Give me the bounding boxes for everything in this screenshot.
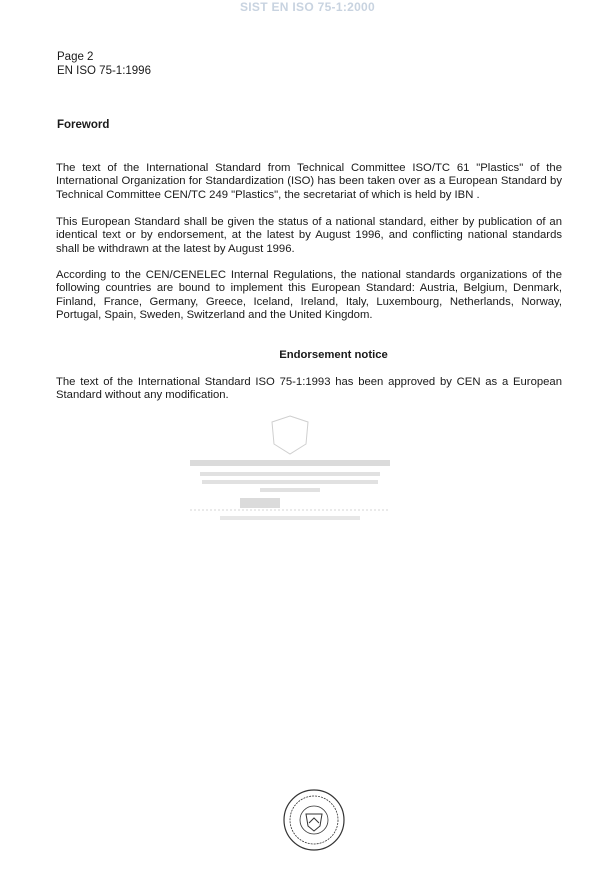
endorsement-heading: Endorsement notice <box>279 349 388 361</box>
foreword-paragraph: This European Standard shall be given the status of a national standard, either by publication of an identical text or by endorsement, at the latest by August 1996, and conflicting national standards shall be withdrawn at the latest by August 1996. <box>56 216 562 255</box>
endorsement-text: The text of the International Standard ISO 75-1:1993 has been approved by CEN as a European Standard without any modification. <box>56 376 562 402</box>
watermark: SIST EN ISO 75-1:2000 <box>239 0 376 14</box>
foreword-heading: Foreword <box>57 119 110 131</box>
document-id: EN ISO 75-1:1996 <box>57 65 151 77</box>
official-seal <box>282 788 346 852</box>
faded-stamp <box>180 412 400 532</box>
foreword-paragraph: According to the CEN/CENELEC Internal Regulations, the national standards organizations of the following countries are bound to implement this European Standard: Austria, Belgium, Denmark, Finland, France, Germany, Greece, Iceland, Ireland, Italy, Luxembourg, Netherlands, Norway, Portugal, Spain, Sweden, Switzerland and the United Kingdom. <box>56 269 562 322</box>
foreword-paragraph: The text of the International Standard from Technical Committee ISO/TC 61 "Plastics" of the International Organization for Standardization (ISO) has been taken over as a European Standard by Technical Committee CEN/TC 249 "Plastics", the secretariat of which is held by IBN . <box>56 162 562 201</box>
page-number: Page 2 <box>57 51 94 63</box>
page-header <box>57 50 151 78</box>
